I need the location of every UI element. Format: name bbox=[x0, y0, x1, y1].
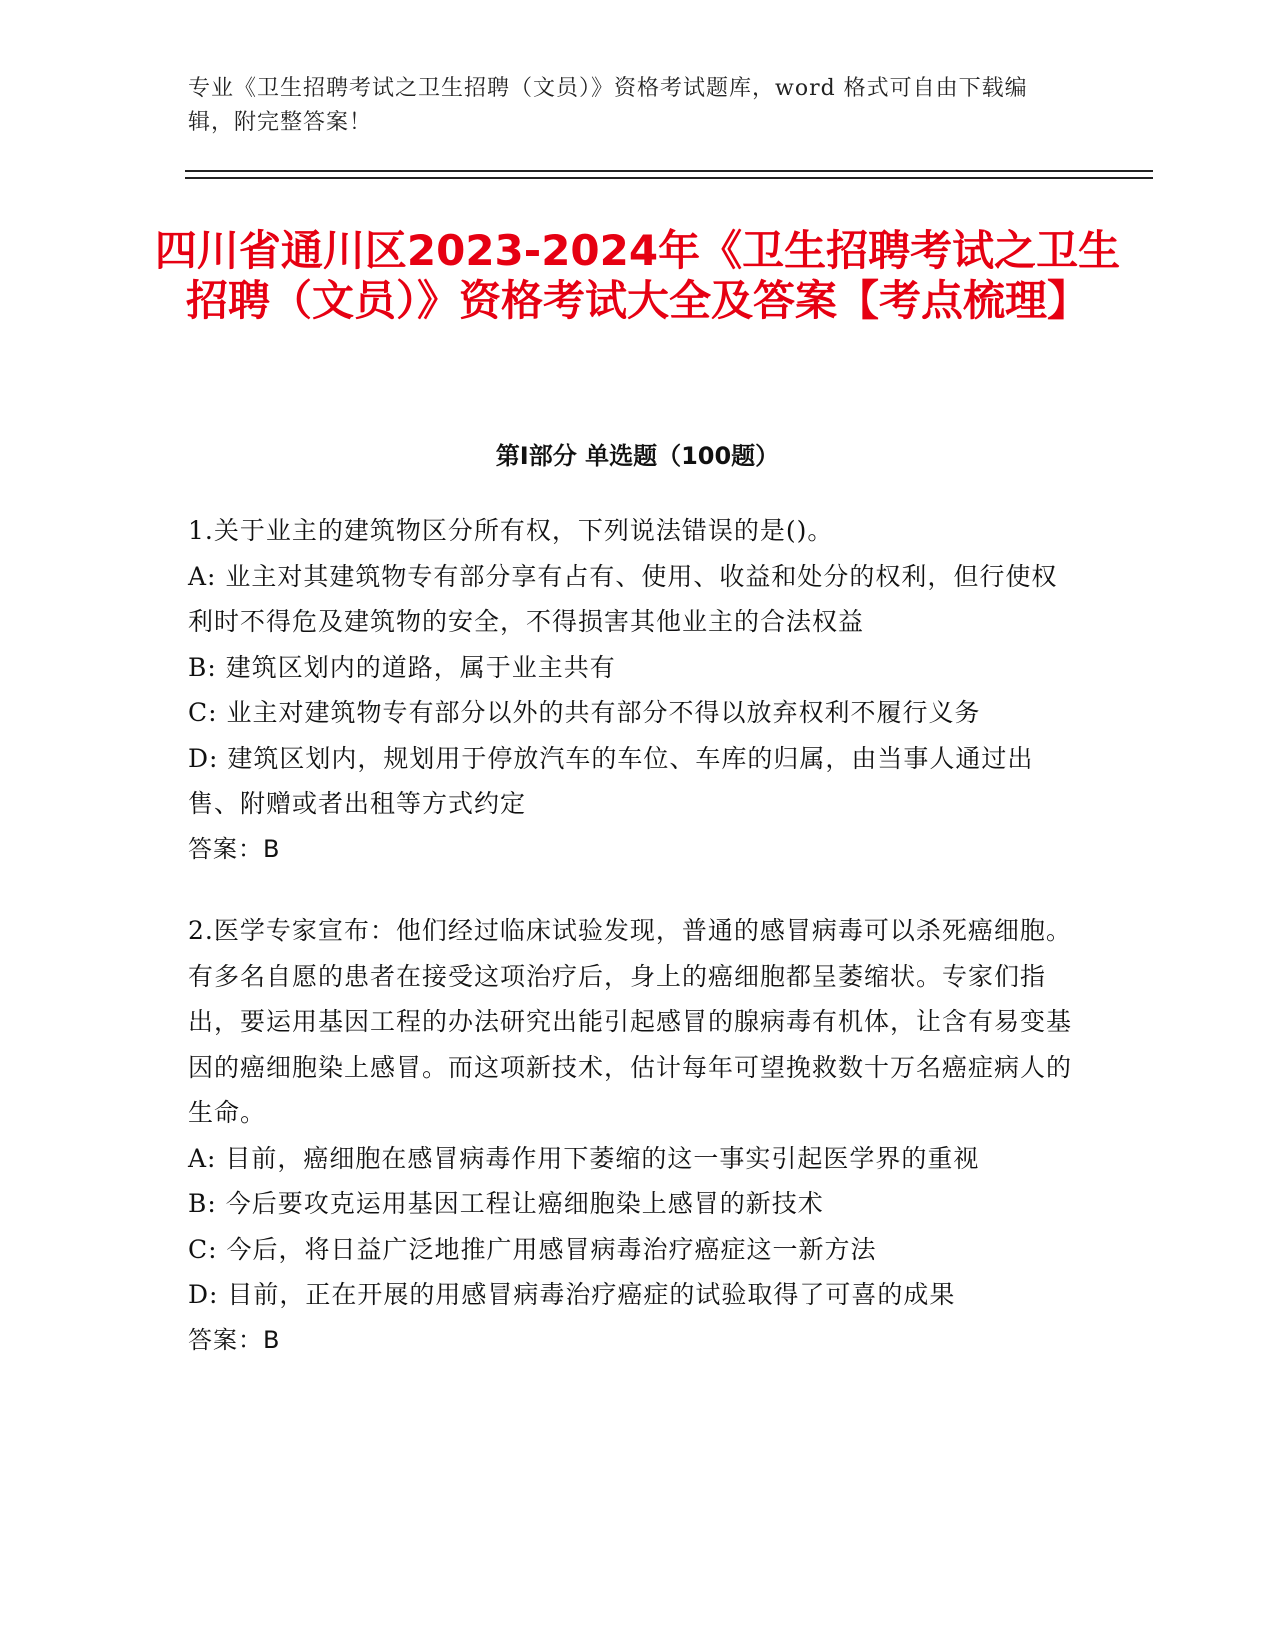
question-stem: 2.医学专家宣布：他们经过临床试验发现，普通的感冒病毒可以杀死癌细胞。有多名自愿的患者在接受这项治疗后，身上的癌细胞都呈萎缩状。专家们指出，要运用基因工程的办法研究出能引起感冒的腺病毒有机体，让含有易变基因的癌细胞染上感冒。而这项新技术，估计每年可望挽救数十万名癌症病人的生命。 bbox=[188, 916, 1073, 1127]
option-d: D: 目前，正在开展的用感冒病毒治疗癌症的试验取得了可喜的成果 bbox=[188, 1280, 956, 1309]
header-divider bbox=[185, 170, 1153, 172]
section-heading: 第Ⅰ部分 单选题（100题） bbox=[495, 442, 780, 470]
option-a: A: 业主对其建筑物专有部分享有占有、使用、收益和处分的权利，但行使权利时不得危及建筑物的安全，不得损害其他业主的合法权益 bbox=[188, 561, 1058, 636]
option-d: D: 建筑区划内，规划用于停放汽车的车位、车库的归属，由当事人通过出售、附赠或者出租等方式约定 bbox=[188, 743, 1034, 818]
document-title: 四川省通川区2023-2024年《卫生招聘考试之卫生招聘（文员）》资格考试大全及答案【考点梳理】 bbox=[154, 226, 1121, 325]
option-a: A: 目前，癌细胞在感冒病毒作用下萎缩的这一事实引起医学界的重视 bbox=[188, 1143, 980, 1173]
answer: 答案：B bbox=[188, 1325, 281, 1354]
question-1 bbox=[188, 508, 1073, 872]
option-b: B: 今后要攻克运用基因工程让癌细胞染上感冒的新技术 bbox=[188, 1189, 824, 1218]
option-c: C: 今后，将日益广泛地推广用感冒病毒治疗癌症这一新方法 bbox=[188, 1234, 877, 1264]
question-2 bbox=[188, 908, 1073, 1363]
option-b: B: 建筑区划内的道路，属于业主共有 bbox=[188, 652, 616, 682]
header-note: 专业《卫生招聘考试之卫生招聘（文员）》资格考试题库，word 格式可自由下载编辑，附完整答案！ bbox=[188, 76, 1028, 135]
answer: 答案：B bbox=[188, 834, 281, 863]
option-c: C: 业主对建筑物专有部分以外的共有部分不得以放弃权利不履行义务 bbox=[188, 698, 981, 727]
question-stem: 1.关于业主的建筑物区分所有权，下列说法错误的是()。 bbox=[188, 516, 834, 545]
header-divider-second bbox=[185, 177, 1153, 179]
